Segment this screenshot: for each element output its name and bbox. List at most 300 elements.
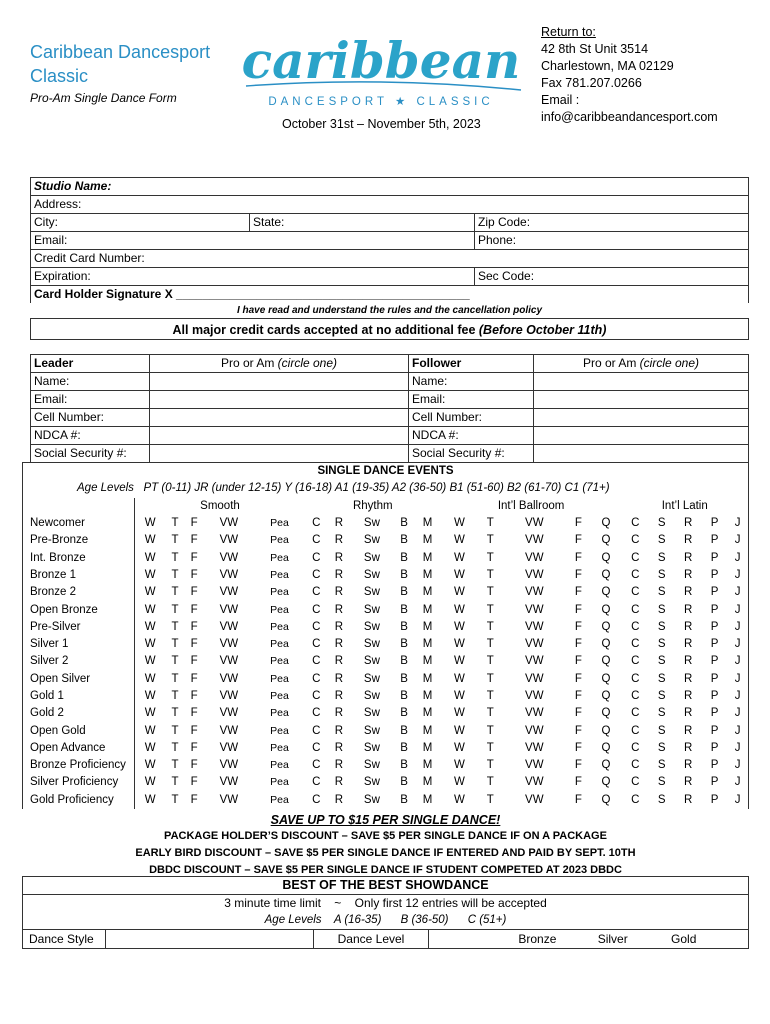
latin-dance-option[interactable]: R — [684, 620, 693, 633]
latin-dance-option[interactable]: C — [631, 707, 640, 720]
level-silver[interactable]: Silver — [597, 932, 628, 946]
rhythm-dance-option[interactable]: M — [422, 517, 433, 530]
ballroom-dance-option[interactable]: W — [453, 759, 465, 772]
ballroom-dance-option[interactable]: T — [486, 655, 494, 668]
smooth-dance-option[interactable]: W — [135, 653, 166, 670]
ballroom-dance-option[interactable]: VW — [525, 690, 544, 702]
rhythm-dance-option[interactable]: C — [312, 586, 321, 599]
rhythm-dance-option[interactable]: R — [334, 603, 344, 616]
rhythm-dance-option[interactable]: B — [400, 707, 408, 720]
ballroom-dance-option[interactable]: W — [453, 638, 465, 651]
ballroom-dance-option[interactable]: VW — [525, 724, 544, 737]
ballroom-dance-option[interactable]: VW — [525, 534, 544, 547]
ballroom-dance-option[interactable]: F — [574, 638, 582, 651]
latin-dance-option[interactable]: C — [631, 759, 640, 772]
city-field[interactable]: City: — [31, 214, 250, 232]
latin-dance-option[interactable]: C — [631, 534, 640, 547]
ballroom-dance-option[interactable]: T — [486, 586, 494, 599]
smooth-dance-option[interactable]: Pea — [270, 690, 289, 702]
rhythm-dance-option[interactable]: C — [312, 793, 321, 806]
latin-dance-option[interactable]: P — [710, 724, 719, 737]
expiration-field[interactable]: Expiration: — [31, 268, 475, 286]
rhythm-dance-option[interactable]: C — [312, 759, 321, 772]
credit-card-field[interactable]: Credit Card Number: — [31, 250, 749, 268]
smooth-dance-option[interactable]: Pea — [270, 603, 289, 616]
follower-name-input[interactable] — [534, 373, 749, 391]
latin-dance-option[interactable]: C — [631, 603, 640, 616]
rhythm-dance-option[interactable]: C — [312, 551, 321, 564]
ballroom-dance-option[interactable]: F — [574, 586, 582, 599]
smooth-dance-option[interactable]: W — [135, 584, 166, 601]
smooth-dance-option[interactable]: T — [171, 741, 179, 754]
latin-dance-option[interactable]: S — [657, 741, 666, 754]
latin-dance-option[interactable]: P — [710, 638, 719, 651]
ballroom-dance-option[interactable]: VW — [525, 776, 544, 789]
smooth-dance-option[interactable]: VW — [219, 568, 239, 581]
rhythm-dance-option[interactable]: Sw — [363, 655, 380, 668]
smooth-dance-option[interactable]: T — [171, 638, 179, 651]
latin-dance-option[interactable]: C — [631, 793, 640, 806]
latin-dance-option[interactable]: P — [710, 793, 719, 806]
latin-dance-option[interactable]: R — [684, 655, 693, 668]
smooth-dance-option[interactable]: W — [135, 567, 166, 584]
smooth-dance-option[interactable]: T — [171, 534, 179, 547]
ballroom-dance-option[interactable]: F — [574, 568, 582, 581]
ballroom-dance-option[interactable]: T — [486, 724, 494, 737]
zip-field[interactable]: Zip Code: — [475, 214, 749, 232]
follower-ssn-input[interactable] — [534, 445, 749, 463]
smooth-dance-option[interactable]: VW — [219, 759, 239, 772]
ballroom-dance-option[interactable]: T — [486, 620, 494, 633]
rhythm-dance-option[interactable]: B — [400, 620, 408, 633]
latin-dance-option[interactable]: S — [657, 638, 666, 651]
ballroom-dance-option[interactable]: F — [574, 776, 582, 789]
rhythm-dance-option[interactable]: C — [312, 672, 321, 685]
smooth-dance-option[interactable]: Pea — [270, 759, 289, 772]
smooth-dance-option[interactable]: Pea — [270, 551, 289, 564]
age-a[interactable]: A (16-35) — [333, 914, 382, 926]
rhythm-dance-option[interactable]: M — [422, 793, 433, 806]
rhythm-dance-option[interactable]: M — [422, 707, 433, 720]
rhythm-dance-option[interactable]: Sw — [363, 741, 380, 754]
latin-dance-option[interactable]: J — [727, 671, 748, 688]
smooth-dance-option[interactable]: W — [135, 792, 166, 809]
smooth-dance-option[interactable]: T — [171, 793, 179, 806]
smooth-dance-option[interactable]: W — [135, 722, 166, 739]
smooth-dance-option[interactable]: Pea — [270, 517, 289, 530]
ballroom-dance-option[interactable]: Q — [601, 655, 611, 668]
rhythm-dance-option[interactable]: Sw — [363, 793, 380, 806]
rhythm-dance-option[interactable]: M — [422, 620, 433, 633]
latin-dance-option[interactable]: C — [631, 568, 640, 581]
latin-dance-option[interactable]: C — [631, 620, 640, 633]
age-b[interactable]: B (36-50) — [400, 914, 449, 926]
follower-ndca-input[interactable] — [534, 427, 749, 445]
phone-field[interactable]: Phone: — [475, 232, 749, 250]
latin-dance-option[interactable]: C — [631, 724, 640, 737]
latin-dance-option[interactable]: R — [684, 517, 693, 530]
latin-dance-option[interactable]: S — [657, 759, 666, 772]
ballroom-dance-option[interactable]: F — [574, 707, 582, 720]
ballroom-dance-option[interactable]: F — [574, 724, 582, 737]
ballroom-dance-option[interactable]: T — [486, 517, 494, 530]
smooth-dance-option[interactable]: Pea — [270, 586, 289, 599]
latin-dance-option[interactable]: S — [657, 517, 666, 530]
smooth-dance-option[interactable]: Pea — [270, 776, 289, 789]
ballroom-dance-option[interactable]: VW — [525, 707, 544, 720]
smooth-dance-option[interactable]: Pea — [270, 724, 289, 737]
latin-dance-option[interactable]: J — [727, 601, 748, 618]
rhythm-dance-option[interactable]: R — [334, 741, 344, 754]
leader-email-input[interactable] — [150, 391, 409, 409]
smooth-dance-option[interactable]: Pea — [270, 741, 289, 754]
smooth-dance-option[interactable]: VW — [219, 707, 239, 720]
ballroom-dance-option[interactable]: F — [574, 655, 582, 668]
smooth-dance-option[interactable]: T — [171, 690, 179, 702]
rhythm-dance-option[interactable]: C — [312, 741, 321, 754]
ballroom-dance-option[interactable]: VW — [525, 741, 544, 754]
smooth-dance-option[interactable]: F — [190, 741, 198, 754]
latin-dance-option[interactable]: S — [657, 534, 666, 547]
smooth-dance-option[interactable]: Pea — [270, 638, 289, 651]
follower-email-input[interactable] — [534, 391, 749, 409]
ballroom-dance-option[interactable]: W — [453, 672, 465, 685]
latin-dance-option[interactable]: C — [631, 776, 640, 789]
latin-dance-option[interactable]: R — [684, 707, 693, 720]
latin-dance-option[interactable]: J — [727, 653, 748, 670]
ballroom-dance-option[interactable]: Q — [601, 741, 611, 754]
smooth-dance-option[interactable]: Pea — [270, 793, 289, 806]
rhythm-dance-option[interactable]: Sw — [363, 551, 380, 564]
ballroom-dance-option[interactable]: W — [453, 655, 465, 668]
ballroom-dance-option[interactable]: T — [486, 776, 494, 789]
latin-dance-option[interactable]: R — [684, 741, 693, 754]
latin-dance-option[interactable]: S — [657, 707, 666, 720]
rhythm-dance-option[interactable]: R — [334, 620, 344, 633]
smooth-dance-option[interactable]: F — [190, 534, 198, 547]
ballroom-dance-option[interactable]: Q — [601, 793, 611, 806]
smooth-dance-option[interactable]: F — [190, 776, 198, 789]
latin-dance-option[interactable]: J — [727, 757, 748, 774]
ballroom-dance-option[interactable]: Q — [601, 517, 611, 530]
smooth-dance-option[interactable]: VW — [219, 517, 239, 530]
ballroom-dance-option[interactable]: F — [574, 672, 582, 685]
latin-dance-option[interactable]: S — [657, 793, 666, 806]
smooth-dance-option[interactable]: F — [190, 724, 198, 737]
rhythm-dance-option[interactable]: B — [400, 776, 408, 789]
latin-dance-option[interactable]: C — [631, 551, 640, 564]
rhythm-dance-option[interactable]: M — [422, 690, 433, 702]
rhythm-dance-option[interactable]: R — [334, 638, 344, 651]
ballroom-dance-option[interactable]: Q — [601, 724, 611, 737]
ballroom-dance-option[interactable]: F — [574, 690, 582, 702]
rhythm-dance-option[interactable]: R — [334, 724, 344, 737]
smooth-dance-option[interactable]: T — [171, 568, 179, 581]
age-c[interactable]: C (51+) — [467, 914, 507, 926]
rhythm-dance-option[interactable]: C — [312, 620, 321, 633]
latin-dance-option[interactable]: R — [684, 568, 693, 581]
rhythm-dance-option[interactable]: Sw — [363, 638, 380, 651]
latin-dance-option[interactable]: R — [684, 690, 693, 702]
smooth-dance-option[interactable]: Pea — [270, 707, 289, 720]
rhythm-dance-option[interactable]: R — [334, 690, 344, 702]
latin-dance-option[interactable]: P — [710, 620, 719, 633]
smooth-dance-option[interactable]: T — [171, 776, 179, 789]
latin-dance-option[interactable]: S — [657, 568, 666, 581]
ballroom-dance-option[interactable]: Q — [601, 638, 611, 651]
smooth-dance-option[interactable]: VW — [219, 586, 239, 599]
smooth-dance-option[interactable]: F — [190, 655, 198, 668]
rhythm-dance-option[interactable]: B — [400, 759, 408, 772]
ballroom-dance-option[interactable]: F — [574, 603, 582, 616]
latin-dance-option[interactable]: P — [710, 741, 719, 754]
smooth-dance-option[interactable]: F — [190, 759, 198, 772]
rhythm-dance-option[interactable]: B — [400, 793, 408, 806]
leader-ssn-input[interactable] — [150, 445, 409, 463]
rhythm-dance-option[interactable]: M — [422, 724, 433, 737]
smooth-dance-option[interactable]: F — [190, 568, 198, 581]
smooth-dance-option[interactable]: W — [135, 549, 166, 566]
latin-dance-option[interactable]: J — [727, 774, 748, 791]
ballroom-dance-option[interactable]: Q — [601, 586, 611, 599]
ballroom-dance-option[interactable]: Q — [601, 776, 611, 789]
smooth-dance-option[interactable]: F — [190, 603, 198, 616]
rhythm-dance-option[interactable]: R — [334, 776, 344, 789]
rhythm-dance-option[interactable]: R — [334, 517, 344, 530]
smooth-dance-option[interactable]: T — [171, 517, 179, 530]
ballroom-dance-option[interactable]: VW — [525, 568, 544, 581]
rhythm-dance-option[interactable]: M — [422, 759, 433, 772]
latin-dance-option[interactable]: C — [631, 672, 640, 685]
rhythm-dance-option[interactable]: Sw — [363, 776, 380, 789]
rhythm-dance-option[interactable]: Sw — [363, 707, 380, 720]
leader-name-input[interactable] — [150, 373, 409, 391]
latin-dance-option[interactable]: J — [727, 567, 748, 584]
rhythm-dance-option[interactable]: B — [400, 586, 408, 599]
ballroom-dance-option[interactable]: VW — [525, 603, 544, 616]
rhythm-dance-option[interactable]: R — [334, 586, 344, 599]
ballroom-dance-option[interactable]: F — [574, 551, 582, 564]
latin-dance-option[interactable]: J — [727, 515, 748, 532]
rhythm-dance-option[interactable]: C — [312, 517, 321, 530]
smooth-dance-option[interactable]: W — [135, 757, 166, 774]
smooth-dance-option[interactable]: F — [190, 672, 198, 685]
latin-dance-option[interactable]: C — [631, 586, 640, 599]
ballroom-dance-option[interactable]: W — [453, 724, 465, 737]
latin-dance-option[interactable]: R — [684, 672, 693, 685]
rhythm-dance-option[interactable]: R — [334, 707, 344, 720]
smooth-dance-option[interactable]: F — [190, 620, 198, 633]
rhythm-dance-option[interactable]: M — [422, 534, 433, 547]
smooth-dance-option[interactable]: W — [135, 740, 166, 757]
latin-dance-option[interactable]: P — [710, 707, 719, 720]
latin-dance-option[interactable]: P — [710, 603, 719, 616]
rhythm-dance-option[interactable]: Sw — [363, 690, 380, 702]
latin-dance-option[interactable]: S — [657, 690, 666, 702]
rhythm-dance-option[interactable]: R — [334, 568, 344, 581]
smooth-dance-option[interactable]: T — [171, 707, 179, 720]
smooth-dance-option[interactable]: VW — [219, 551, 239, 564]
smooth-dance-option[interactable]: T — [171, 672, 179, 685]
smooth-dance-option[interactable]: T — [171, 620, 179, 633]
rhythm-dance-option[interactable]: C — [312, 568, 321, 581]
ballroom-dance-option[interactable]: Q — [601, 690, 611, 702]
ballroom-dance-option[interactable]: VW — [525, 672, 544, 685]
latin-dance-option[interactable]: C — [631, 517, 640, 530]
latin-dance-option[interactable]: P — [710, 672, 719, 685]
smooth-dance-option[interactable]: Pea — [270, 568, 289, 581]
latin-dance-option[interactable]: J — [727, 549, 748, 566]
rhythm-dance-option[interactable]: M — [422, 586, 433, 599]
latin-dance-option[interactable]: J — [727, 705, 748, 722]
rhythm-dance-option[interactable]: M — [422, 551, 433, 564]
latin-dance-option[interactable]: J — [727, 584, 748, 601]
ballroom-dance-option[interactable]: VW — [525, 586, 544, 599]
ballroom-dance-option[interactable]: W — [453, 517, 465, 530]
smooth-dance-option[interactable]: VW — [219, 776, 239, 789]
smooth-dance-option[interactable]: VW — [219, 534, 239, 547]
dance-style-input[interactable] — [106, 930, 314, 949]
leader-cell-input[interactable] — [150, 409, 409, 427]
smooth-dance-option[interactable]: W — [135, 688, 166, 705]
address-field[interactable]: Address: — [31, 196, 749, 214]
level-gold[interactable]: Gold — [671, 932, 697, 946]
leader-pro-am[interactable] — [150, 355, 409, 373]
smooth-dance-option[interactable]: W — [135, 619, 166, 636]
latin-dance-option[interactable]: R — [684, 776, 693, 789]
smooth-dance-option[interactable]: F — [190, 551, 198, 564]
rhythm-dance-option[interactable]: B — [400, 690, 408, 702]
smooth-dance-option[interactable]: W — [135, 705, 166, 722]
smooth-dance-option[interactable]: VW — [219, 724, 239, 737]
smooth-dance-option[interactable]: T — [171, 551, 179, 564]
rhythm-dance-option[interactable]: Sw — [363, 603, 380, 616]
rhythm-dance-option[interactable]: Sw — [363, 534, 380, 547]
ballroom-dance-option[interactable]: T — [486, 707, 494, 720]
latin-dance-option[interactable]: J — [727, 688, 748, 705]
rhythm-dance-option[interactable]: M — [422, 776, 433, 789]
follower-pro-am[interactable] — [534, 355, 749, 373]
rhythm-dance-option[interactable]: B — [400, 741, 408, 754]
rhythm-dance-option[interactable]: M — [422, 568, 433, 581]
ballroom-dance-option[interactable]: W — [453, 551, 465, 564]
smooth-dance-option[interactable]: W — [135, 601, 166, 618]
smooth-dance-option[interactable]: VW — [219, 793, 239, 806]
rhythm-dance-option[interactable]: C — [312, 724, 321, 737]
rhythm-dance-option[interactable]: B — [400, 551, 408, 564]
smooth-dance-option[interactable]: W — [135, 532, 166, 549]
rhythm-dance-option[interactable]: B — [400, 568, 408, 581]
ballroom-dance-option[interactable]: F — [574, 793, 582, 806]
latin-dance-option[interactable]: S — [657, 620, 666, 633]
latin-dance-option[interactable]: S — [657, 672, 666, 685]
ballroom-dance-option[interactable]: VW — [525, 793, 544, 806]
latin-dance-option[interactable]: S — [657, 586, 666, 599]
smooth-dance-option[interactable]: VW — [219, 655, 239, 668]
smooth-dance-option[interactable]: W — [135, 636, 166, 653]
rhythm-dance-option[interactable]: R — [334, 793, 344, 806]
latin-dance-option[interactable]: R — [684, 638, 693, 651]
smooth-dance-option[interactable]: VW — [219, 638, 239, 651]
ballroom-dance-option[interactable]: W — [453, 741, 465, 754]
rhythm-dance-option[interactable]: B — [400, 672, 408, 685]
rhythm-dance-option[interactable]: C — [312, 638, 321, 651]
latin-dance-option[interactable]: P — [710, 586, 719, 599]
ballroom-dance-option[interactable]: T — [486, 690, 494, 702]
latin-dance-option[interactable]: R — [684, 603, 693, 616]
latin-dance-option[interactable]: P — [710, 534, 719, 547]
leader-ndca-input[interactable] — [150, 427, 409, 445]
smooth-dance-option[interactable]: T — [171, 603, 179, 616]
latin-dance-option[interactable]: S — [657, 776, 666, 789]
rhythm-dance-option[interactable]: B — [400, 534, 408, 547]
rhythm-dance-option[interactable]: M — [422, 741, 433, 754]
rhythm-dance-option[interactable]: Sw — [363, 620, 380, 633]
latin-dance-option[interactable]: C — [631, 690, 640, 702]
latin-dance-option[interactable]: S — [657, 724, 666, 737]
smooth-dance-option[interactable]: VW — [219, 603, 239, 616]
ballroom-dance-option[interactable]: T — [486, 534, 494, 547]
smooth-dance-option[interactable]: F — [190, 707, 198, 720]
smooth-dance-option[interactable]: T — [171, 759, 179, 772]
smooth-dance-option[interactable]: T — [171, 586, 179, 599]
rhythm-dance-option[interactable]: Sw — [363, 568, 380, 581]
smooth-dance-option[interactable]: F — [190, 793, 198, 806]
ballroom-dance-option[interactable]: Q — [601, 672, 611, 685]
rhythm-dance-option[interactable]: R — [334, 551, 344, 564]
ballroom-dance-option[interactable]: W — [453, 534, 465, 547]
ballroom-dance-option[interactable]: T — [486, 741, 494, 754]
ballroom-dance-option[interactable]: F — [574, 517, 582, 530]
smooth-dance-option[interactable]: VW — [219, 620, 239, 633]
ballroom-dance-option[interactable]: W — [453, 707, 465, 720]
latin-dance-option[interactable]: P — [710, 568, 719, 581]
smooth-dance-option[interactable]: Pea — [270, 534, 289, 547]
rhythm-dance-option[interactable]: C — [312, 690, 321, 702]
rhythm-dance-option[interactable]: B — [400, 517, 408, 530]
rhythm-dance-option[interactable]: B — [400, 603, 408, 616]
smooth-dance-option[interactable]: VW — [219, 690, 239, 702]
ballroom-dance-option[interactable]: T — [486, 638, 494, 651]
ballroom-dance-option[interactable]: W — [453, 586, 465, 599]
smooth-dance-option[interactable]: W — [135, 515, 166, 532]
rhythm-dance-option[interactable]: C — [312, 707, 321, 720]
ballroom-dance-option[interactable]: F — [574, 620, 582, 633]
ballroom-dance-option[interactable]: VW — [525, 655, 544, 668]
ballroom-dance-option[interactable]: Q — [601, 534, 611, 547]
latin-dance-option[interactable]: S — [657, 603, 666, 616]
ballroom-dance-option[interactable]: Q — [601, 620, 611, 633]
sec-code-field[interactable]: Sec Code: — [475, 268, 749, 286]
latin-dance-option[interactable]: J — [727, 636, 748, 653]
ballroom-dance-option[interactable]: VW — [525, 517, 544, 530]
smooth-dance-option[interactable]: F — [190, 586, 198, 599]
latin-dance-option[interactable]: J — [727, 740, 748, 757]
ballroom-dance-option[interactable]: VW — [525, 620, 544, 633]
ballroom-dance-option[interactable]: VW — [525, 551, 544, 564]
ballroom-dance-option[interactable]: Q — [601, 707, 611, 720]
latin-dance-option[interactable]: C — [631, 741, 640, 754]
ballroom-dance-option[interactable]: Q — [601, 759, 611, 772]
rhythm-dance-option[interactable]: C — [312, 603, 321, 616]
ballroom-dance-option[interactable]: T — [486, 672, 494, 685]
latin-dance-option[interactable]: R — [684, 759, 693, 772]
email-field[interactable]: Email: — [31, 232, 475, 250]
latin-dance-option[interactable]: P — [710, 655, 719, 668]
rhythm-dance-option[interactable]: R — [334, 759, 344, 772]
smooth-dance-option[interactable]: F — [190, 517, 198, 530]
smooth-dance-option[interactable]: T — [171, 655, 179, 668]
